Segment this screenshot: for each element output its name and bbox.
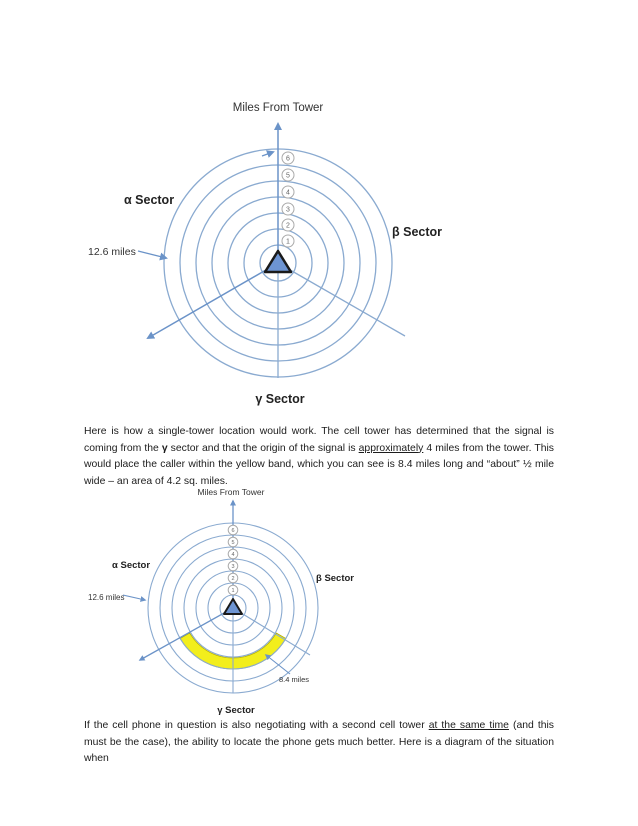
radius-label: 12.6 miles xyxy=(88,593,125,602)
ring-label-6: 6 xyxy=(286,155,290,163)
tower-diagram-bottom xyxy=(0,480,638,720)
tower-diagram-top xyxy=(0,0,638,410)
axis-label: Miles From Tower xyxy=(197,487,265,497)
ring-label-1: 1 xyxy=(286,238,290,246)
ring-label-3: 3 xyxy=(286,206,290,214)
ring-label-4: 4 xyxy=(231,552,235,558)
ring-direction-arrow xyxy=(262,152,273,156)
explanation-paragraph-2: If the cell phone in question is also negotiating with a second cell tower at the same time (and this must be the case), the ability to locate the phone gets much better. Here is a diagram of the situation when xyxy=(84,720,554,764)
ring-label-2: 2 xyxy=(286,222,290,230)
gamma-sector-label: γ Sector xyxy=(255,392,305,406)
alpha-gamma-boundary-arrow xyxy=(140,608,233,660)
radius-label: 12.6 miles xyxy=(88,246,136,258)
radius-pointer-arrow xyxy=(123,595,145,600)
ring-label-5: 5 xyxy=(231,540,235,546)
beta-sector-label: β Sector xyxy=(392,225,443,239)
ring-label-3: 3 xyxy=(231,564,235,570)
axis-label: Miles From Tower xyxy=(232,102,324,114)
alpha-sector-label: α Sector xyxy=(124,193,175,207)
ring-label-1: 1 xyxy=(231,588,235,594)
tower-icon xyxy=(265,251,291,272)
radius-pointer-arrow xyxy=(138,251,166,258)
tower-icon xyxy=(224,599,242,614)
beta-sector-label: β Sector xyxy=(316,573,355,584)
ring-label-6: 6 xyxy=(231,528,235,534)
band-length-label: 8.4 miles xyxy=(279,675,310,684)
gamma-sector-label: γ Sector xyxy=(217,705,255,716)
ring-label-2: 2 xyxy=(231,576,235,582)
ring-label-5: 5 xyxy=(286,172,290,180)
alpha-sector-label: α Sector xyxy=(112,560,151,571)
explanation-paragraph-1: Here is how a single-tower location would work. The cell tower has determined that the signal is coming from the γ sector and that the origin of the signal is approximately 4 miles from the tower. This would place the caller within the yellow band, which you can see is 8.4 miles long and “about” ½ mile wide – an area of 4.2 sq. miles. xyxy=(84,426,554,487)
ring-label-4: 4 xyxy=(286,189,290,197)
